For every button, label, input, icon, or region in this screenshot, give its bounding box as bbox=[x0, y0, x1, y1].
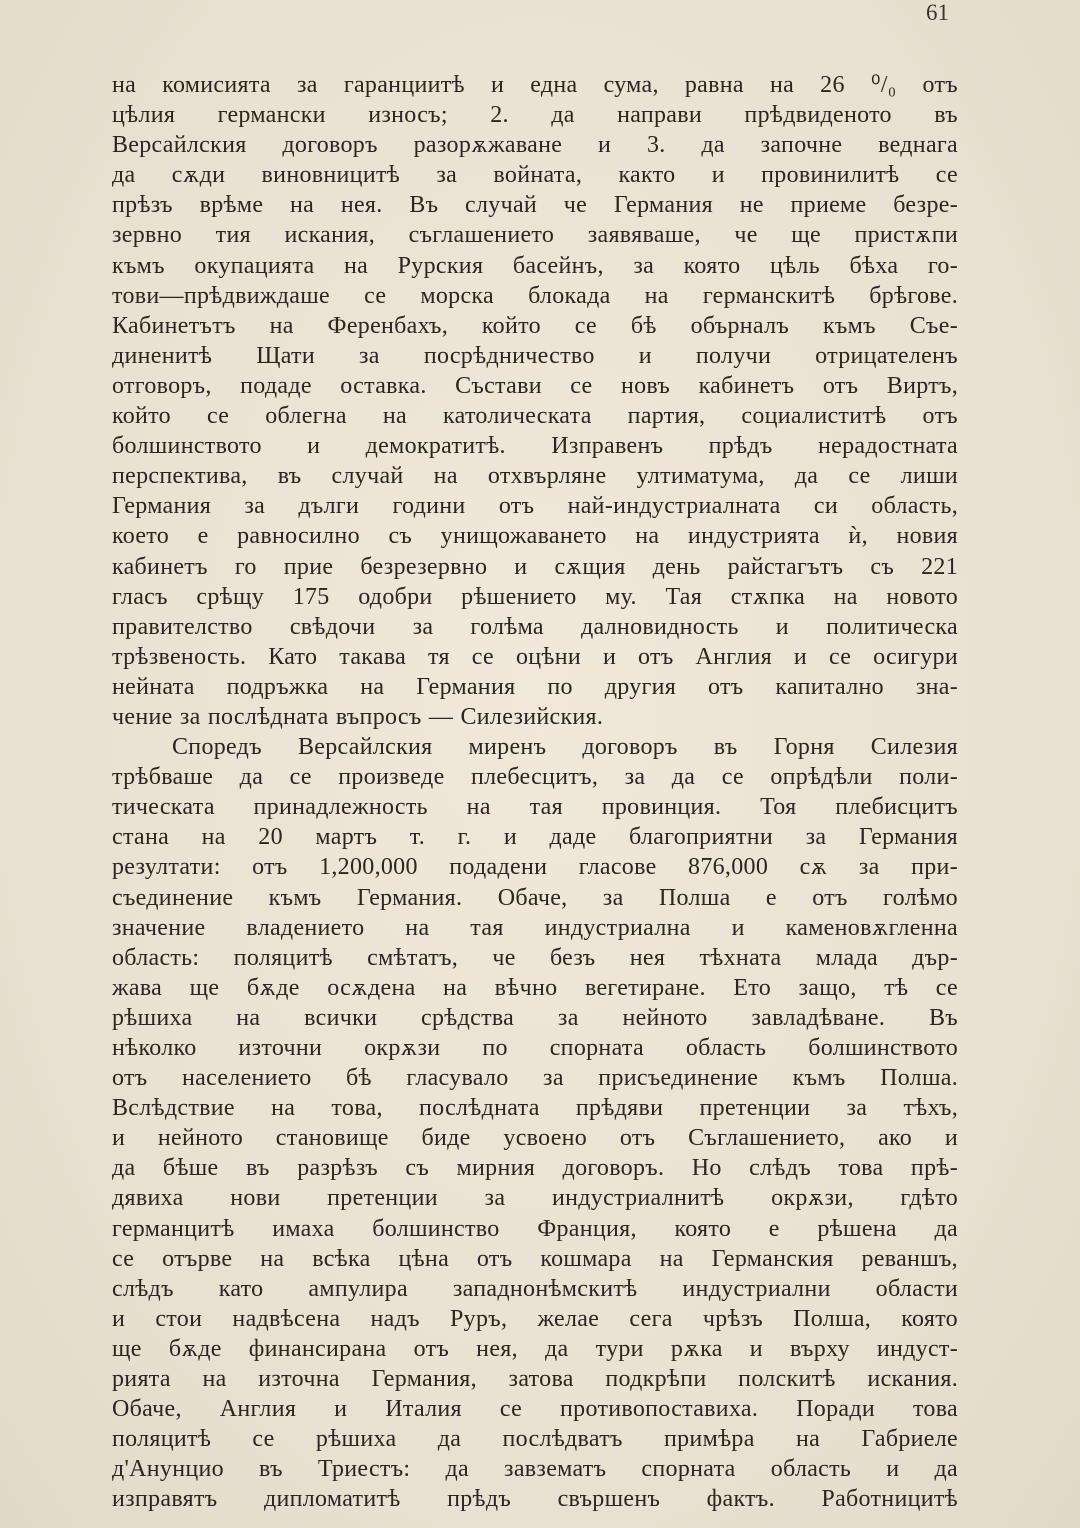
text-line: рѣшиха на всички срѣдства за нейното завладѣване. Въ bbox=[112, 1004, 958, 1031]
text-line: нѣколко източни окрѫзи по спорната область болшинството bbox=[112, 1035, 958, 1061]
text-line: който се облегна на католическата партия, социалиститѣ отъ bbox=[112, 403, 958, 430]
text-line: Германия за дълги години отъ най-индустриалната си область, bbox=[112, 493, 958, 520]
text-line: болшинството и демократитѣ. Изправенъ прѣдъ нерадостната bbox=[112, 433, 958, 460]
text-line: слѣдъ като ампулира западнонѣмскитѣ индустриални области bbox=[112, 1275, 958, 1302]
text-line: дявиха нови претенции за индустриалнитѣ окрѫзи, гдѣто bbox=[112, 1185, 958, 1212]
page-number: 61 bbox=[926, 0, 949, 25]
text-line: и стои надвѣсена надъ Руръ, желае сега чрѣзъ Полша, която bbox=[112, 1305, 958, 1332]
text-line: рията на източна Германия, затова подкрѣпи полскитѣ искания. bbox=[112, 1366, 958, 1393]
text-line: гласъ срѣщу 175 одобри рѣшението му. Тая стѫпка на новото bbox=[112, 583, 958, 610]
text-line: чение за послѣдната въпросъ — Силезийския. bbox=[112, 703, 604, 730]
text-line: диненитѣ Щати за посрѣдничество и получи отрицателенъ bbox=[112, 342, 958, 369]
paragraph bbox=[112, 732, 958, 1514]
text-line: Версайлския договоръ разорѫжаване и 3. да започне веднага bbox=[112, 132, 958, 159]
text-line: да сѫди виновницитѣ за войната, както и провинилитѣ се bbox=[112, 162, 958, 189]
text-line: отговоръ, подаде оставка. Състави се новъ кабинетъ отъ Виртъ, bbox=[112, 372, 958, 399]
text-line: къмъ окупацията на Рурския басейнъ, за която цѣль бѣха го- bbox=[112, 252, 958, 279]
text-line: область: поляцитѣ смѣтатъ, че безъ нея тѣхната млада дър- bbox=[112, 944, 958, 971]
text-line: изправятъ дипломатитѣ прѣдъ свършенъ фактъ. Работницитѣ bbox=[112, 1486, 958, 1513]
text-line: стана на 20 мартъ т. г. и даде благоприятни за Германия bbox=[112, 824, 958, 851]
text-line: д'Анунцио въ Триестъ: да завзематъ спорната область и да bbox=[112, 1456, 958, 1483]
text-line: тическата принадлежность на тая провинция. Тоя плебисцитъ bbox=[112, 794, 958, 821]
text-line: да бѣше въ разрѣзъ съ мирния договоръ. Но слѣдъ това прѣ- bbox=[112, 1155, 958, 1182]
text-line: на комисията за гаранциитѣ и една сума, равна на 26 ⁰/₀ отъ bbox=[112, 72, 958, 98]
text-line: германцитѣ имаха болшинство Франция, която е рѣшена да bbox=[112, 1215, 958, 1242]
text-line: се отърве на всѣка цѣна отъ кошмара на Германския реваншъ, bbox=[112, 1245, 958, 1272]
text-line: отъ населението бѣ гласувало за присъединение къмъ Полша. bbox=[112, 1065, 958, 1092]
text-line: трѣзвеность. Като такава тя се оцѣни и отъ Англия и се осигури bbox=[112, 643, 958, 670]
text-line: Вслѣдствие на това, послѣдната прѣдяви претенции за тѣхъ, bbox=[112, 1095, 958, 1122]
text-line: значение владението на тая индустриална и каменовѫгленна bbox=[112, 914, 958, 941]
text-line: съединение къмъ Германия. Обаче, за Полша е отъ голѣмо bbox=[112, 884, 958, 911]
text-line: жава ще бѫде осѫдена на вѣчно вегетиране. Ето защо, тѣ се bbox=[112, 974, 958, 1001]
text-line: правителство свѣдочи за голѣма далновидность и политическа bbox=[112, 613, 958, 640]
text-line: тови—прѣдвиждаше се морска блокада на германскитѣ брѣгове. bbox=[112, 282, 958, 309]
text-line: поляцитѣ се рѣшиха да послѣдватъ примѣра на Габриеле bbox=[112, 1426, 958, 1453]
text-line: прѣзъ врѣме на нея. Въ случай че Германия не приеме безре- bbox=[112, 192, 958, 219]
text-line: трѣбваше да се произведе плебесцитъ, за да се опрѣдѣли поли- bbox=[112, 764, 958, 791]
text-line: кабинетъ го прие безрезервно и сѫщия день райстагътъ съ 221 bbox=[112, 553, 958, 580]
body-text bbox=[112, 70, 958, 1515]
text-line: Кабинетътъ на Ференбахъ, който се бѣ обърналъ къмъ Съе- bbox=[112, 312, 958, 339]
text-line: зервно тия искания, съглашението заявяваше, че ще пристѫпи bbox=[112, 222, 958, 249]
text-line: нейната подръжка на Германия по другия отъ капитално зна- bbox=[112, 673, 958, 700]
text-line: перспектива, въ случай на отхвърляне ултиматума, да се лиши bbox=[112, 463, 958, 490]
text-line: Обаче, Англия и Италия се противопоставиха. Поради това bbox=[112, 1396, 958, 1423]
text-line: цѣлия германски износъ; 2. да направи прѣдвиденото въ bbox=[112, 102, 958, 129]
text-line: и нейното становище биде усвоено отъ Съглашението, ако и bbox=[112, 1125, 958, 1152]
paragraph bbox=[112, 70, 958, 732]
text-line: което е равносилно съ унищожаването на индустрията ѝ, новия bbox=[112, 523, 958, 550]
text-line: Споредъ Версайлския миренъ договоръ въ Горня Силезия bbox=[172, 734, 958, 761]
text-line: ще бѫде финансирана отъ нея, да тури рѫка и върху индуст- bbox=[112, 1335, 958, 1362]
text-line: резултати: отъ 1,200,000 подадени гласове 876,000 сѫ за при- bbox=[112, 854, 958, 881]
